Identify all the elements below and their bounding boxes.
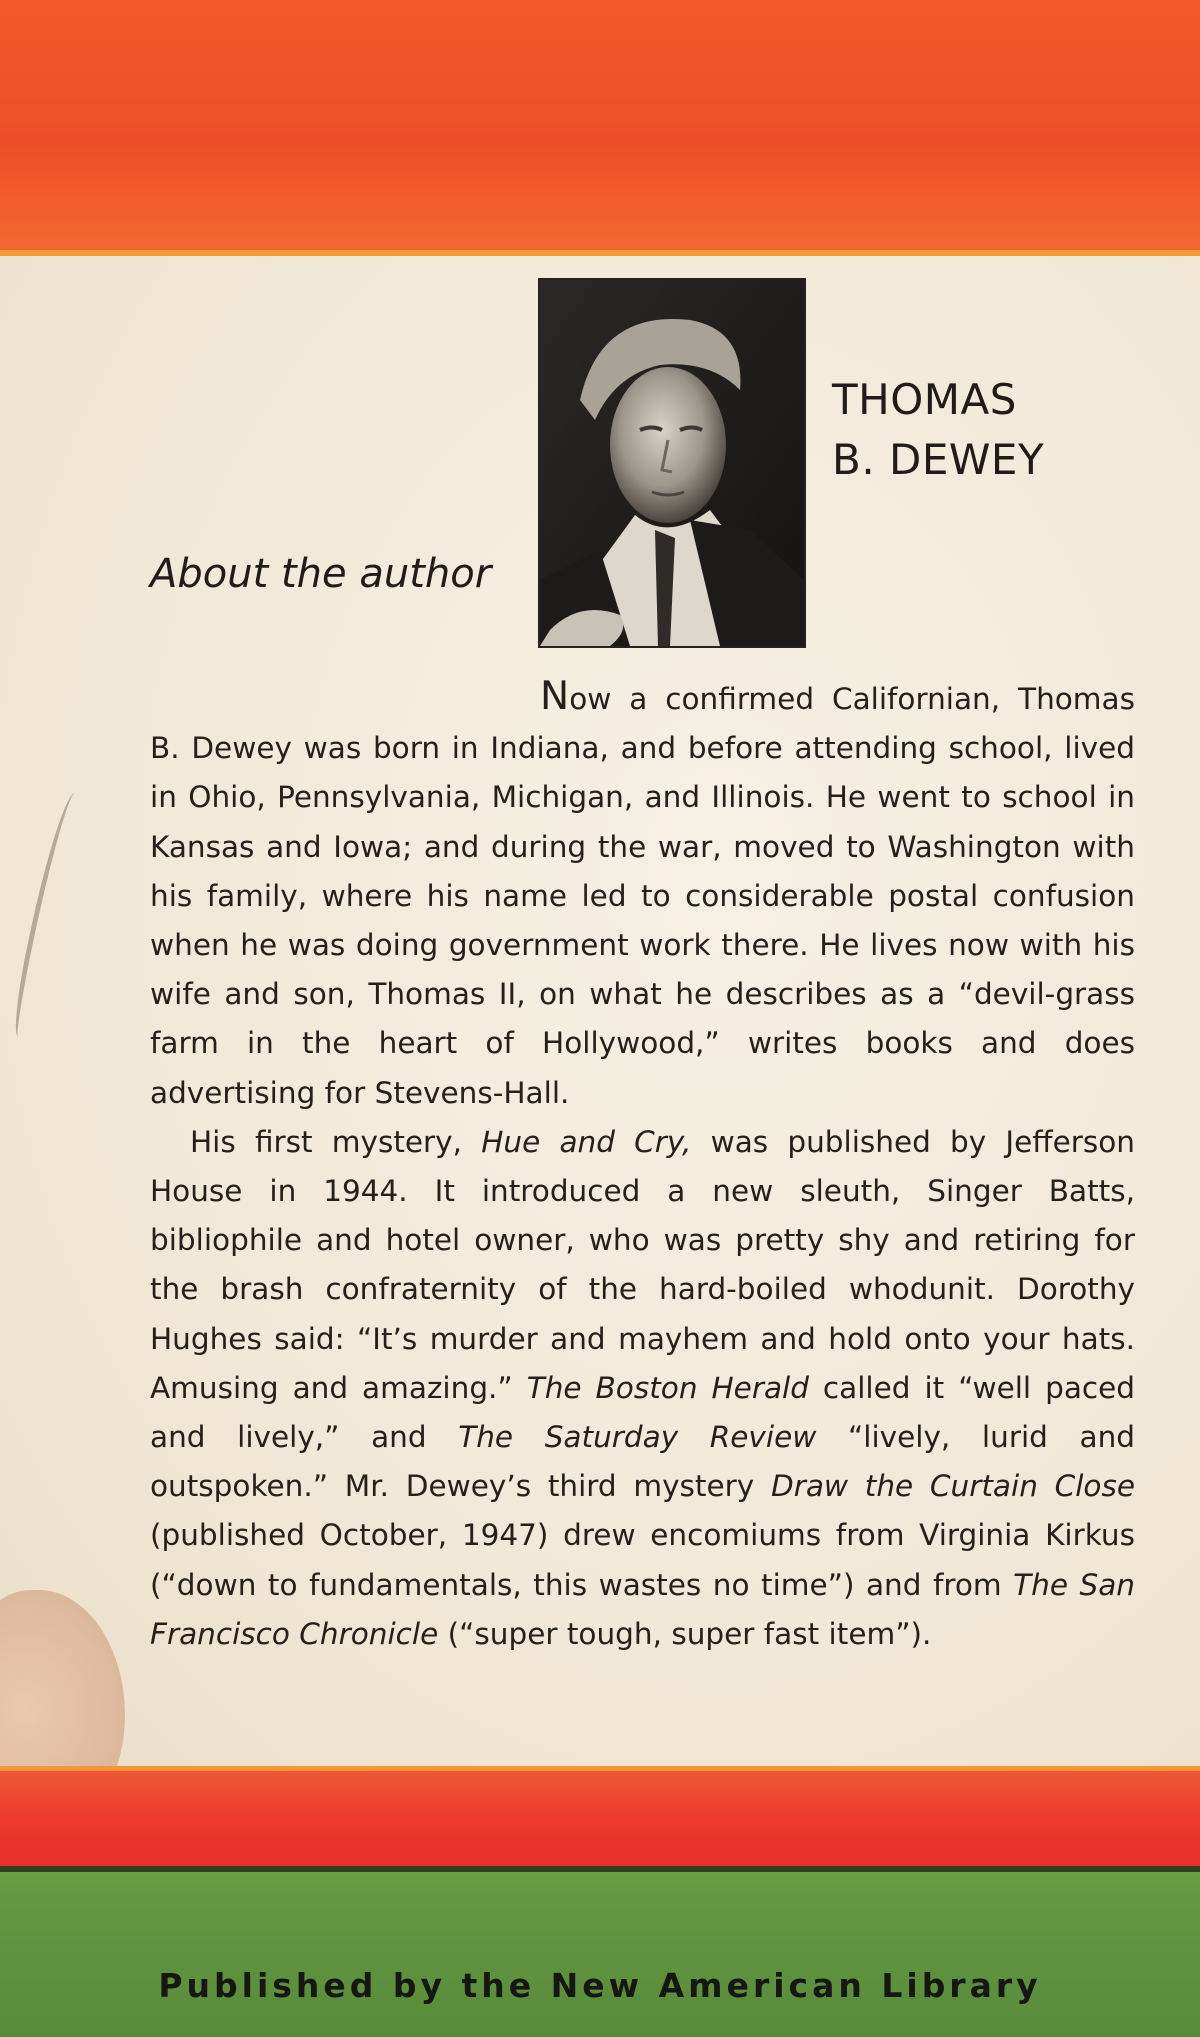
author-name-line2: B. DEWEY (832, 435, 1045, 484)
author-bio (150, 672, 1135, 1659)
section-title: About the author (150, 551, 492, 597)
author-portrait (540, 280, 804, 646)
bottom-green-band (0, 1872, 1200, 2037)
bio-text-segment: was published by Jefferson House in 1944. It introduced a new sleuth, Singer Batts, bibliophile and hotel owner, who was pretty shy and retiring for the brash confraternity of the hard-boiled whodunit. Dorothy Hughes said: “It’s murder and mayhem and hold onto your hats. Amusing and amazing.” (150, 1124, 1135, 1405)
bio-paragraph-1-text: ow a confirmed Californian, Thomas B. Dewey was born in Indiana, and before attending school, lived in Ohio, Pennsylvania, Michigan, and Illinois. He went to school in Kansas and Iowa; and during the war, moved to Washington with his family, where his name led to considerable postal confusion when he was doing government work there. He lives now with his wife and son, Thomas II, on what he describes as a “devil-grass farm in the heart of Hollywood,” writes books and does advertising for Stevens-Hall. (150, 682, 1135, 1110)
top-orange-band (0, 0, 1200, 256)
book-title-hue-and-cry: Hue and Cry, (481, 1124, 692, 1159)
bio-text-segment: His first mystery, (190, 1124, 482, 1159)
bio-text-segment: (published October, 1947) drew encomiums from Virginia Kirkus (“down to fundamentals, this wastes no time”) and from (150, 1518, 1135, 1602)
bio-paragraph-1 (150, 672, 1135, 1118)
bio-text-segment: (“super tough, super fast item”). (438, 1616, 932, 1651)
publication-boston-herald: The Boston Herald (526, 1370, 809, 1405)
book-title-draw-the-curtain-close: Draw the Curtain Close (770, 1469, 1136, 1504)
bottom-red-band (0, 1766, 1200, 1866)
author-name-line1: THOMAS (832, 375, 1017, 424)
publication-sf-chronicle: The San Francisco Chronicle (150, 1567, 1135, 1651)
bio-text-segment: called it “well paced and lively,” and (150, 1370, 1135, 1455)
drop-cap: N (540, 674, 570, 719)
author-name (832, 370, 1044, 490)
publisher-line: Published by the New American Library (158, 1966, 1042, 2005)
publication-saturday-review: The Saturday Review (458, 1420, 817, 1455)
author-portrait-photo-icon (540, 280, 804, 646)
bio-text-segment: “lively, lurid and outspoken.” Mr. Dewey’s third mystery (150, 1420, 1135, 1504)
bio-paragraph-2 (150, 1118, 1135, 1659)
